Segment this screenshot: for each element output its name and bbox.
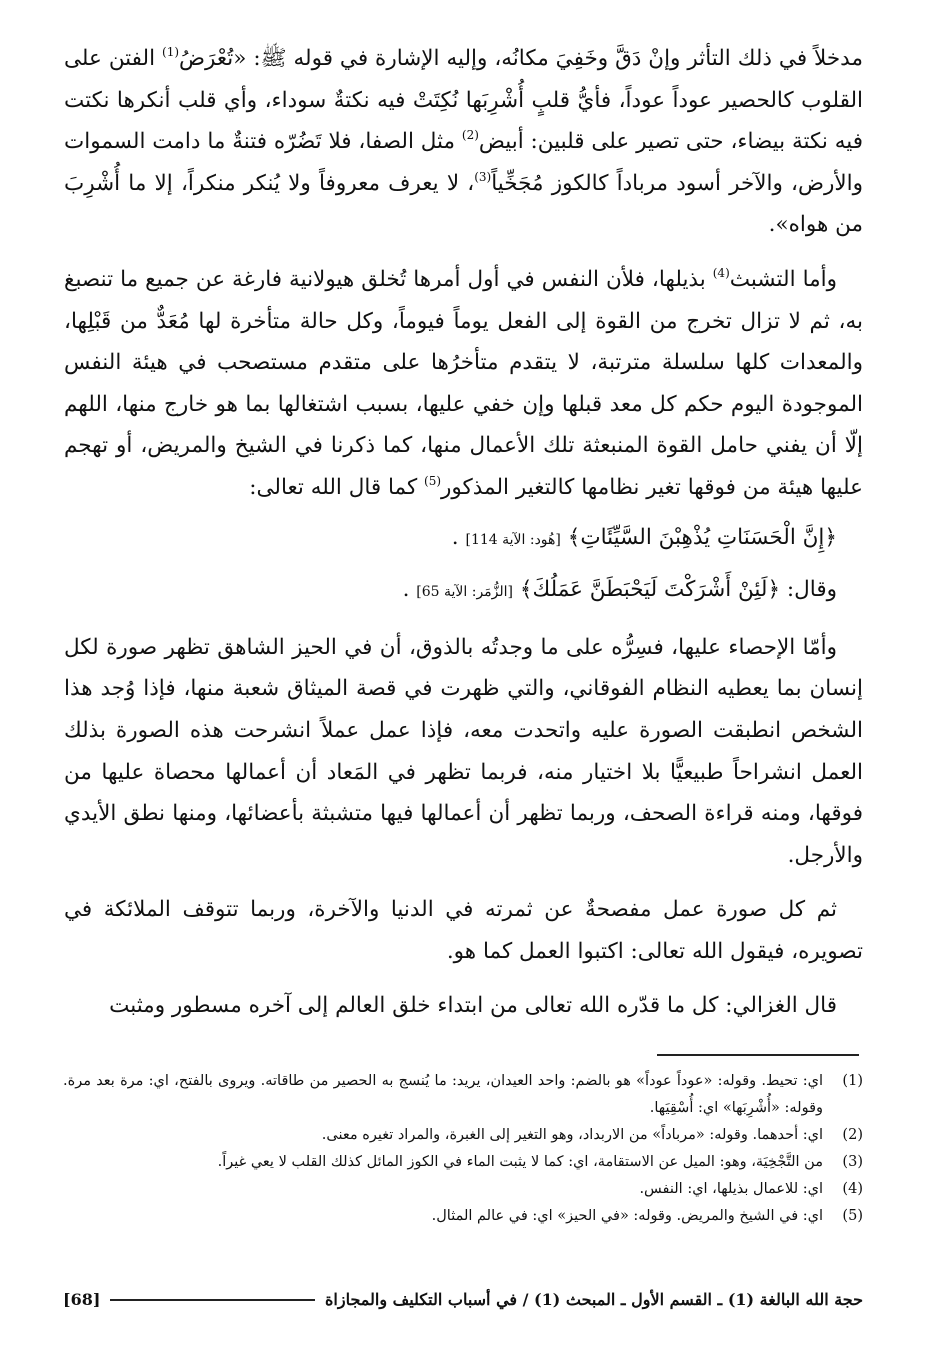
footnote-marker[interactable]: (3) — [474, 169, 492, 184]
paragraph-surah-amal: ثم كل صورة عمل مفصحةٌ عن ثمرته في الدنيا والآخرة، وربما تتوقف الملائكة في تصويره، فيقول الله تعالى: اكتبوا العمل كما هو. — [64, 897, 863, 964]
paragraph-text: ، لا يعرف معروفاً ولا يُنكر منكراً، إلا ما أُشْرِبَ من هواه». — [64, 170, 863, 238]
paragraph-text: الفتن على القلوب كالحصير عوداً عوداً، فأيُّ قلبٍ أُشْرِبَها نُكِتَتْ فيه نكتةٌ سوداء، وأي قلب أنكرها نكتت فيه نكتة بيضاء، حتى تصير على قلبين: أبيض — [64, 46, 864, 155]
footnote-marker[interactable]: (1) — [162, 45, 180, 59]
paragraph-ghazali: قال الغزالي: كل ما قدّره الله تعالى من ابتداء خلق العالم إلى آخره مسطور ومثبت — [109, 993, 837, 1019]
paragraph-tashabbuth — [64, 259, 863, 509]
running-title: حجة الله البالغة (1) ـ القسم الأول ـ المبحث (1) / في أسباب التكليف والمجازاة — [325, 1290, 863, 1309]
paragraph-text: كما قال الله تعالى: — [249, 474, 425, 500]
footnote-number: (2) — [842, 1127, 863, 1143]
footnote-number: (4) — [842, 1181, 863, 1197]
verse-lead: وقال: — [780, 577, 837, 603]
footer-rule — [110, 1299, 315, 1301]
paragraph-text: مثل الصفا، فلا تَضُرّه فتنةٌ ما دامت السموات والأرض، والآخر أسود مرباداً كالكوز مُجَخِّياً — [64, 129, 863, 196]
footnote-item — [63, 1122, 863, 1149]
footnotes — [63, 1068, 863, 1230]
verse-reference: [الزُّمَر: الآية 65] — [416, 584, 514, 601]
footnote-item — [63, 1068, 863, 1122]
verse-end: . — [402, 577, 410, 603]
page-footer — [63, 1290, 863, 1309]
footnote-text: اي: للاعمال بذيلها، اي: النفس. — [639, 1181, 823, 1197]
footnote-number: (3) — [842, 1154, 863, 1170]
footnote-marker[interactable]: (2) — [461, 128, 479, 143]
verse-text: ﴿لَئِنْ أَشْرَكْتَ لَيَحْبَطَنَّ عَمَلُكَ﴾ — [519, 577, 781, 603]
footnote-item — [63, 1203, 863, 1230]
footnote-item — [63, 1176, 863, 1203]
footnote-divider — [657, 1054, 859, 1056]
quran-verse-1 — [64, 517, 863, 562]
paragraph-text: بذيلها، فلأن النفس في أول أمرها تُخلق هيولانية فارغة عن جميع ما تنصبغ به، ثم لا تزال تخرج من القوة إلى الفعل يوماً فيوماً، وكل حالة متأخرة لها مُعَدٌّ من قَبْلِها، والمعدات كلها سلسلة مترتبة، لا يتقدم متأخرُها على متقدم مستصحب في هيئة النفس الموجودة اليوم حكم كل معد قبلها وإن خفي عليها، بسبب اشتغالها بما هو خارج منها، اللهم إلّا أن يفني حامل القوة المنبعثة تلك الأعمال منها، كما ذكرنا في الشيخ والمريض، أو تهجم عليها هيئة من فوقها تغير نظامها كالتغير المذكور — [64, 266, 863, 500]
footnote-number: (1) — [842, 1073, 863, 1089]
footnote-marker[interactable]: (4) — [712, 265, 730, 280]
page-number: [68] — [63, 1290, 101, 1309]
verse-text: ﴿إِنَّ الْحَسَنَاتِ يُذْهِبْنَ السَّيِّئَاتِ﴾ — [567, 524, 837, 550]
footnote-text: اي: في الشيخ والمريض. وقوله: «في الحيز» اي: في عالم المثال. — [431, 1208, 823, 1224]
quran-verse-2 — [64, 569, 863, 614]
verse-reference: [هُود: الآية 114] — [465, 531, 561, 548]
paragraph-hadith — [64, 38, 863, 246]
footnote-text: اي: أحدهما. وقوله: «مرباداً» من الاربداد، وهو التغير إلى الغبرة، والمراد تغيره معنى. — [321, 1127, 823, 1143]
main-text — [64, 38, 863, 1027]
verse-end: . — [451, 524, 459, 550]
footnote-item — [63, 1149, 863, 1176]
footnote-number: (5) — [842, 1208, 863, 1224]
footnote-marker[interactable]: (5) — [424, 473, 442, 488]
paragraph-text: وأما التشبث — [729, 266, 837, 292]
paragraph-ihsa: وأمّا الإحصاء عليها، فسِرُّه على ما وجدتُه بالذوق، أن في الحيز الشاهق تظهر صورة لكل إنسان بما يعطيه النظام الفوقاني، والتي ظهرت في قصة الميثاق شعبة منها، فإذا وُجد هذا الشخص انطبقت الصورة عليه واتحدت معه، فإذا عمل عملاً انشرحت هذه الصورة بذلك العمل انشراحاً طبيعيًّا بلا اختيار منه، فربما تظهر في المَعاد أن أعمالها محصاة عليها من فوقها، ومنه قراءة الصحف، وربما تظهر أن أعمالها فيها متشبثة بأعضائها، ومنها نطق الأيدي والأرجل. — [64, 634, 863, 868]
footnote-text: من التَّجْخِيَة، وهو: الميل عن الاستقامة، اي: كما لا يثبت الماء في الكوز المائل كذلك القلب لا يعي غيراً. — [217, 1154, 823, 1170]
paragraph-text: مدخلاً في ذلك التأثر وإنْ دَقَّ وخَفِيَ مكانُه، وإليه الإشارة في قوله ﷺ: «تُعْرَضُ — [179, 46, 863, 71]
footnote-text: اي: تحيط. وقوله: «عوداً عوداً» هو بالضم: واحد العيدان، يريد: ما يُنسج به الحصير من طاقاته. ويروى بالفتح، اي: مرة بعد مرة. وقوله: «أُشْرِبَها» اي: أُسْقِيَها. — [63, 1073, 823, 1116]
